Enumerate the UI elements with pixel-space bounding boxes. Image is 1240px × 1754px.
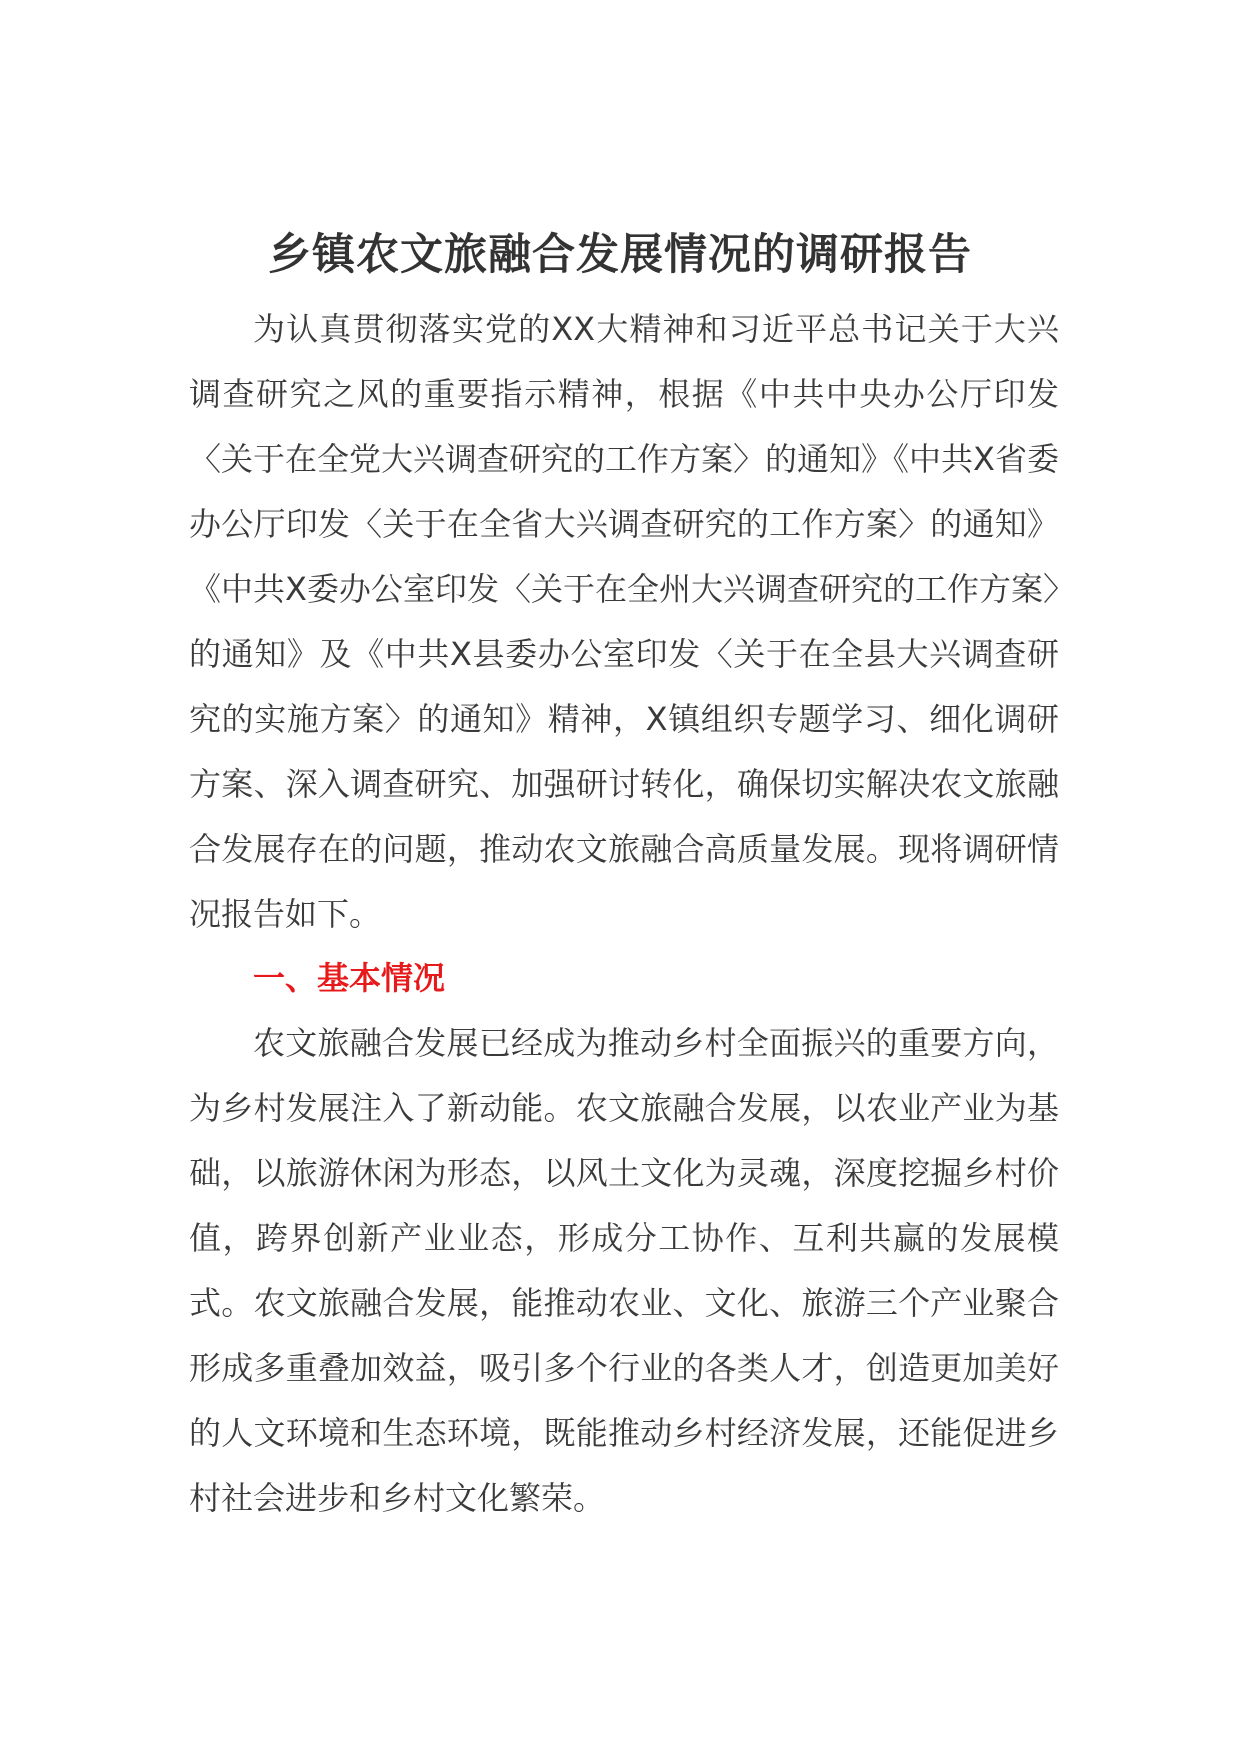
page-title: 乡镇农文旅融合发展情况的调研报告	[268, 229, 972, 280]
intro-paragraph-block	[189, 297, 1059, 947]
section-heading-basic-situation: 一、基本情况	[253, 959, 446, 997]
section1-paragraph-block	[189, 1011, 1059, 1531]
section1-paragraph: 农文旅融合发展已经成为推动乡村全面振兴的重要方向，为乡村发展注入了新动能。农文旅融合发展，以农业产业为基础，以旅游休闲为形态，以风土文化为灵魂，深度挖掘乡村价值，跨界创新产业业态，形成分工协作、互利共赢的发展模式。农文旅融合发展，能推动农业、文化、旅游三个产业聚合形成多重叠加效益，吸引多个行业的各类人才，创造更加美好的人文环境和生态环境，既能推动乡村经济发展，还能促进乡村社会进步和乡村文化繁荣。	[189, 1024, 1059, 1517]
intro-paragraph: 为认真贯彻落实党的XX大精神和习近平总书记关于大兴调查研究之风的重要指示精神，根据《中共中央办公厅印发〈关于在全党大兴调查研究的工作方案〉的通知》《中共X省委办公厅印发〈关于在全省大兴调查研究的工作方案〉的通知》《中共X委办公室印发〈关于在全州大兴调查研究的工作方案〉的通知》及《中共X县委办公室印发〈关于在全县大兴调查研究的实施方案〉的通知》精神，X镇组织专题学习、细化调研方案、深入调查研究、加强研讨转化，确保切实解决农文旅融合发展存在的问题，推动农文旅融合高质量发展。现将调研情况报告如下。	[189, 310, 1059, 933]
